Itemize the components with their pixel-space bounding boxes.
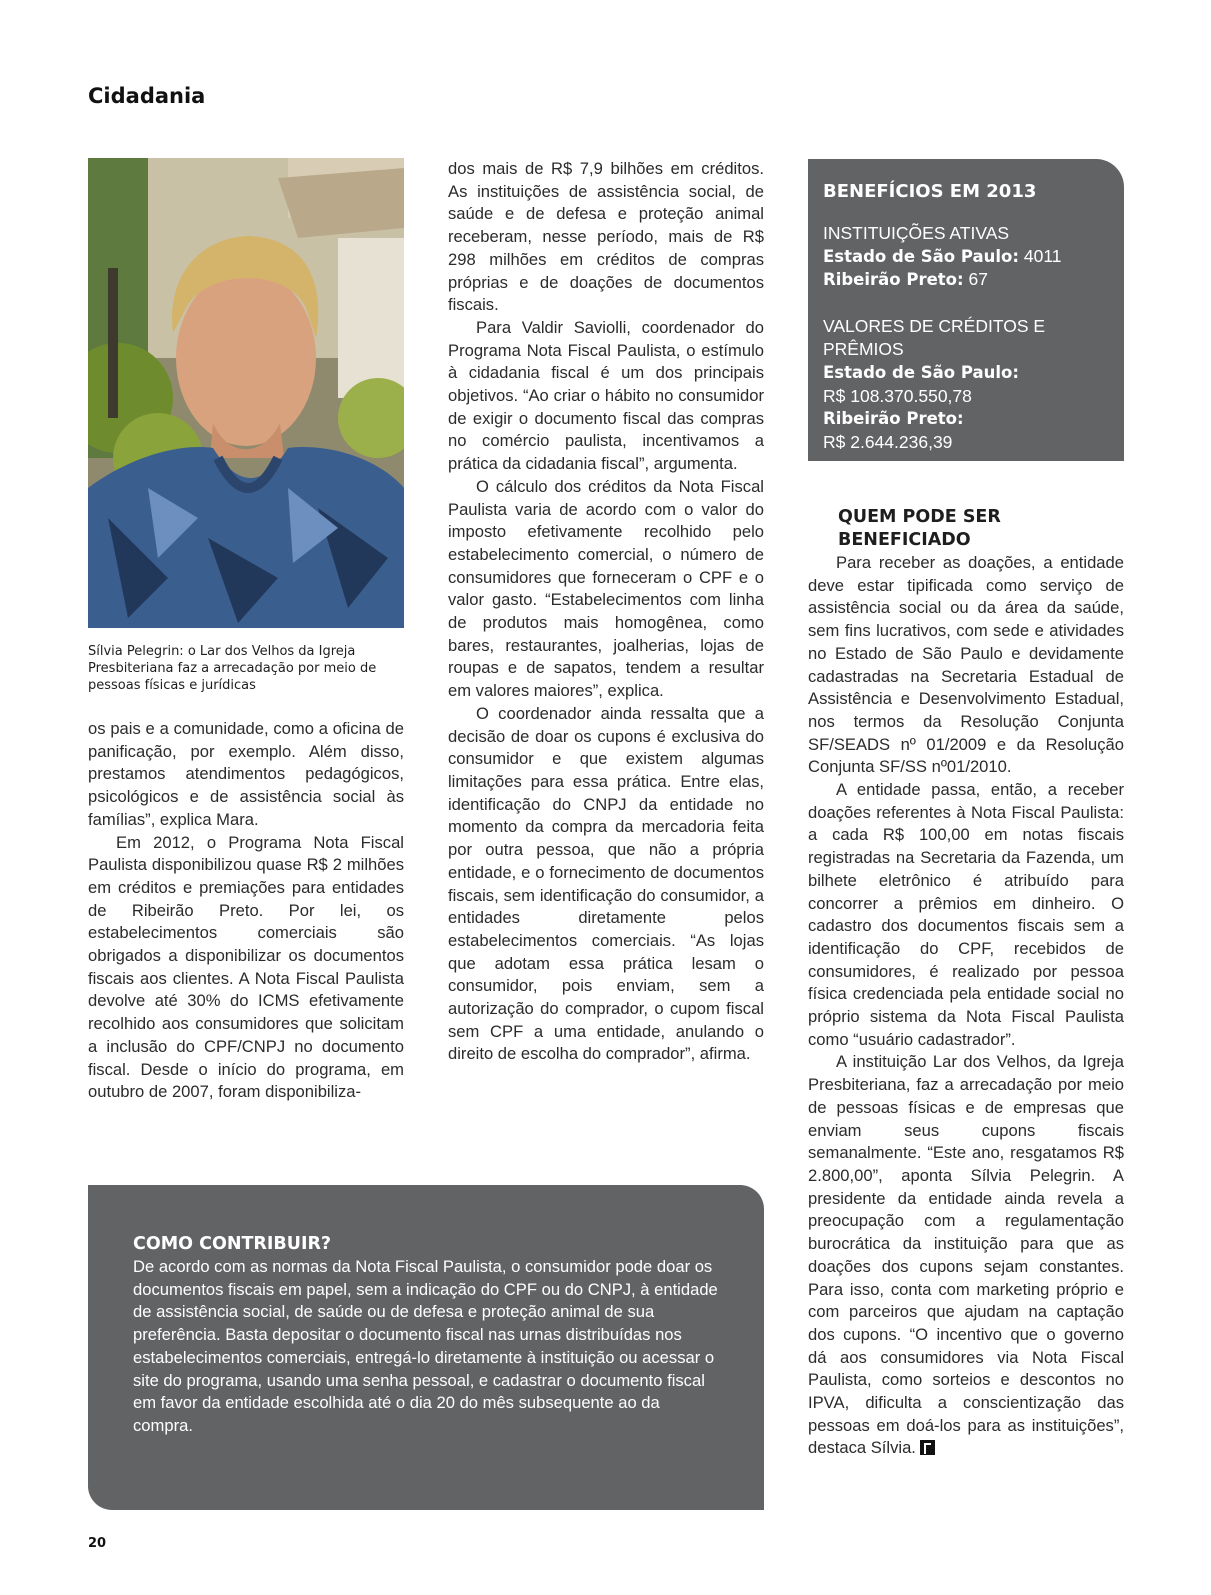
sp-institutions-row — [823, 245, 1110, 269]
paragraph: dos mais de R$ 7,9 bilhões em créditos. As instituições de assistência social, de saúde e de defesa e proteção animal receberam, nesse período, mais de R$ 298 milhões em créditos de compras próprias e de doações de documentos fiscais. — [448, 159, 764, 315]
column-1 — [88, 718, 404, 1104]
column-2 — [448, 158, 764, 1066]
portrait-illustration — [88, 158, 404, 628]
sp-count: 4011 — [1023, 245, 1062, 266]
sp-value: R$ 108.370.550,78 — [823, 385, 972, 406]
who-can-benefit-title: QUEM PODE SER BENEFICIADO — [838, 507, 1001, 550]
rp-institutions-row — [823, 268, 1110, 292]
paragraph: A instituição Lar dos Velhos, da Igreja Presbiteriana, faz a arrecadação por meio de pessoas físicas e de empresas que enviam seus cupons fiscais semanalmente. “Este ano, resgatamos R$ 2.800,00”, aponta Sílvia Pelegrin. A presidente da entidade ainda revela a preocupação com a regulamentação burocrática da instituição para que as doações dos cupons sejam constantes. Para isso, conta com marketing próprio e com parceiros que ajudam na captação dos cupons. “O incentivo que o governo dá aos consumidores via Nota Fiscal Paulista, como sorteios e descontos no IPVA, dificulta a conscientização das pessoas em doá-los para as instituições”, destaca Sílvia. — [808, 1052, 1124, 1458]
benefits-title: BENEFÍCIOS EM 2013 — [823, 181, 1037, 202]
rp-label: Ribeirão Preto: — [823, 270, 964, 290]
paragraph: os pais e a comunidade, como a oficina de panificação, por exemplo. Além disso, prestamos atendimentos pedagógicos, psicológicos e de assistência social às famílias”, explica Mara. — [88, 719, 404, 829]
portrait-photo — [88, 158, 404, 628]
paragraph: A entidade passa, então, a receber doações referentes à Nota Fiscal Paulista: a cada R$ 100,00 em notas fiscais registradas na Secretaria da Fazenda, um bilhete eletrônico é atribuído para concorrer a prêmios em dinheiro. O cadastro dos documentos fiscais sem a identificação do CPF, recebidos de consumidores, é realizado por pessoa física credenciada pela entidade social no próprio sistema da Nota Fiscal Paulista como “usuário cadastrador”. — [808, 780, 1124, 1049]
section-title: Cidadania — [88, 84, 206, 108]
sp-value-label: Estado de São Paulo: — [823, 362, 1019, 382]
paragraph: O cálculo dos créditos da Nota Fiscal Paulista varia de acordo com o valor do imposto efetivamente recolhido pelo estabelecimento comercial, o número de consumidores que forneceram o CPF e o valor gasto. “Estabelecimentos com linha de produtos mais homogênea, como bares, restaurantes, joalherias, lojas de roupas e de sapatos, tendem a resultar em valores maiores”, explica. — [448, 476, 764, 701]
rp-value-label: Ribeirão Preto: — [823, 409, 964, 429]
how-to-contribute-title: COMO CONTRIBUIR? — [133, 1234, 332, 1254]
how-to-contribute-box — [88, 1185, 764, 1510]
sp-label: Estado de São Paulo: — [823, 246, 1019, 266]
photo-caption: Sílvia Pelegrin: o Lar dos Velhos da Igreja Presbiteriana faz a arrecadação por meio de pessoas físicas e jurídicas — [88, 644, 377, 693]
paragraph: Para receber as doações, a entidade deve estar tipificada como serviço de assistência social ou da área da saúde, sem fins lucrativos, com sede e atividades no Estado de São Paulo e devidamente cadastradas na Secretaria Estadual de Assistência e Desenvolvimento Estadual, nos termos da Resolução Conjunta SF/SEADS nº 01/2009 e da Resolução Conjunta SF/SS nº01/2010. — [808, 553, 1124, 777]
paragraph: Em 2012, o Programa Nota Fiscal Paulista disponibilizou quase R$ 2 milhões em créditos e premiações para entidades de Ribeirão Preto. Por lei, os estabelecimentos comerciais são obrigados a disponibilizar os documentos fiscais aos clientes. A Nota Fiscal Paulista devolve até 30% do ICMS efetivamente recolhido aos consumidores que solicitam a inclusão do CPF/CNPJ no documento fiscal. Desde o início do programa, em outubro de 2007, foram disponibiliza- — [88, 832, 404, 1102]
end-of-article-icon — [920, 1440, 935, 1455]
page-number: 20 — [88, 1536, 107, 1551]
rp-value: R$ 2.644.236,39 — [823, 432, 953, 453]
column-3 — [808, 506, 1124, 1460]
credit-values-heading: VALORES DE CRÉDITOS E PRÊMIOS — [823, 316, 1046, 359]
active-institutions-heading: INSTITUIÇÕES ATIVAS — [823, 222, 1010, 243]
benefits-box — [808, 159, 1124, 461]
rp-count: 67 — [968, 269, 988, 290]
how-to-contribute-body: De acordo com as normas da Nota Fiscal Paulista, o consumidor pode doar os documentos fiscais em papel, sem a indicação do CPF ou do CNPJ, à entidade de assistência social, de saúde ou de defesa e proteção animal de sua preferência. Basta depositar o documento fiscal nas urnas distribuídas nos estabelecimentos comerciais, entregá-lo diretamente à instituição ou acessar o site do programa, usando uma senha pessoal, e cadastrar o documento fiscal em favor da entidade escolhida até o dia 20 do mês subsequente ao da compra. — [133, 1257, 718, 1435]
paragraph: Para Valdir Saviolli, coordenador do Programa Nota Fiscal Paulista, o estímulo à cidadania fiscal é um dos principais objetivos. “Ao criar o hábito no consumidor de exigir o documento fiscal das compras no comércio paulista, incentivamos a prática da cidadania fiscal”, argumenta. — [448, 317, 764, 474]
paragraph: O coordenador ainda ressalta que a decisão de doar os cupons é exclusiva do consumidor e que existem algumas limitações para essa prática. Entre elas, identificação do CNPJ da entidade no momento da compra da mercadoria feita por outra pessoa, que não a própria entidade, e o fornecimento de documentos fiscais, sem identificação do consumidor, a entidades diretamente pelos estabelecimentos comerciais. “As lojas que adotam essa prática lesam o consumidor, pois enviam, sem a autorização do comprador, o cupom fiscal sem CPF a uma entidade, anulando o direito de escolha do comprador”, afirma. — [448, 703, 764, 1064]
